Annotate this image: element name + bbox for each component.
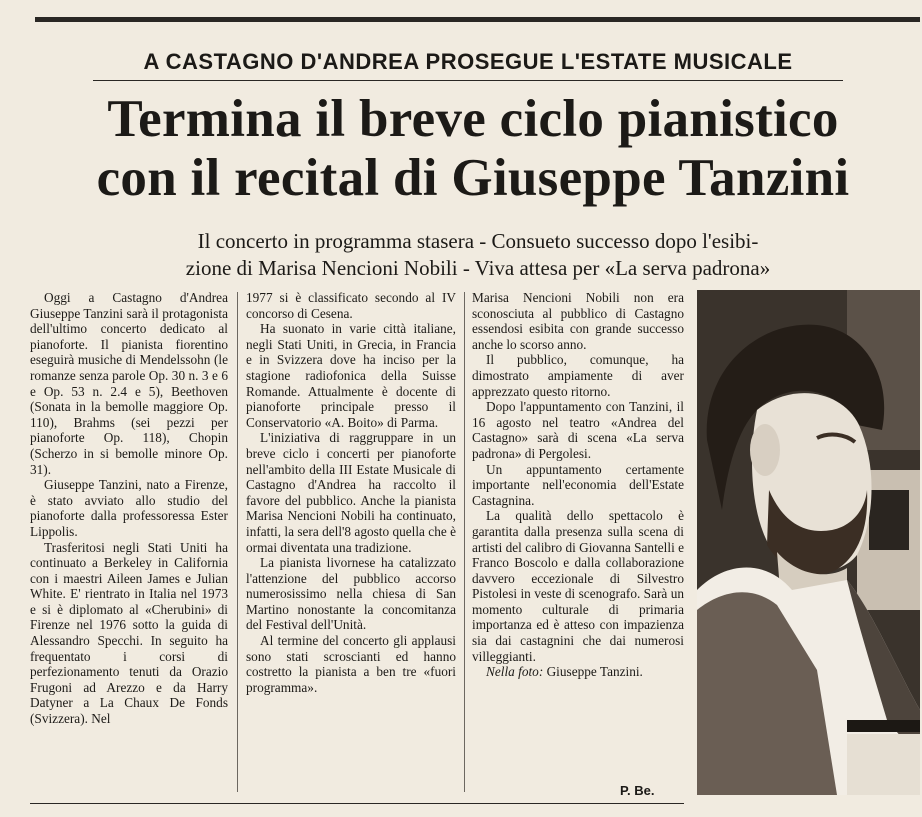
paragraph: Marisa Nencioni Nobili non era sconosciuta al pubblico di Castagno essendosi esibita con grande successo anche lo scorso anno. [472, 290, 684, 352]
paragraph: L'iniziativa di raggruppare in un breve ciclo i concerti per pianoforte nell'ambito della III Estate Musicale di Castagno d'Andrea ha raccolto il favore del pubblico. Anche la pianista Marisa Nencioni Nobili ha continuato, infatti, la sera dell'8 agosto quella che è ormai diventata una tradizione. [246, 430, 456, 555]
paragraph: Un appuntamento certamente importante nell'economia dell'Estate Castagnina. [472, 461, 684, 508]
paragraph: Il pubblico, comunque, ha dimostrato ampiamente di aver apprezzato questo ritorno. [472, 352, 684, 399]
bottom-rule [30, 803, 684, 804]
paragraph: Dopo l'appuntamento con Tanzini, il 16 agosto nel teatro «Andrea del Castagno» sarà di scena «La serva padrona» di Pergolesi. [472, 399, 684, 461]
caption-label: Nella foto: [486, 664, 544, 680]
article-column-3 [472, 290, 684, 795]
top-rule [35, 17, 920, 22]
column-rule [237, 292, 238, 792]
subhead-line-2: zione di Marisa Nencioni Nobili - Viva attesa per «La serva padrona» [185, 256, 771, 280]
paragraph: Oggi a Castagno d'Andrea Giuseppe Tanzini sarà il protagonista dell'ultimo concerto dedicato al pianoforte. Il pianista fiorentino eseguirà musiche di Mendelssohn (le romanze senza parole Op. 30 n. 3 e 6 e Op. 53 n. 2.4 e 5), Beethoven (Sonata in la bemolle maggiore Op. 110), Brahms (sei pezzi per pianoforte Op. 118), Chopin (Scherzo in si bemolle minore Op. 31). [30, 290, 228, 477]
paragraph: La qualità dello spettacolo è garantita dalla presenza sulla scena di artisti del calibro di Giovanna Santelli e Franco Boscolo e dalla collaborazione davvero eccezionale di Silvestro Pistolesi in veste di scenografo. Sarà un momento culturale di primaria importanza ed è atteso con impazienza sia dai castagnini che dai numerosi villeggianti. [472, 508, 684, 664]
paragraph: Al termine del concerto gli applausi sono stati scroscianti ed hanno costretto la pianista a ben tre «fuori programma». [246, 633, 456, 695]
headline [28, 90, 918, 208]
portrait-image [697, 290, 920, 795]
pianist-photo [697, 290, 920, 795]
author-signature: P. Be. [620, 783, 655, 798]
article-column-2 [246, 290, 456, 795]
headline-line-1: Termina il breve ciclo pianistico [107, 90, 839, 148]
headline-line-2: con il recital di Giuseppe Tanzini [96, 149, 850, 207]
article-column-1 [30, 290, 228, 795]
kicker-rule [93, 80, 843, 81]
paragraph: Giuseppe Tanzini, nato a Firenze, è stato avviato allo studio del pianoforte dalla professoressa Ester Lippolis. [30, 477, 228, 539]
subhead-line-1: Il concerto in programma stasera - Consueto successo dopo l'esibi- [197, 229, 759, 253]
kicker: A CASTAGNO D'ANDREA PROSEGUE L'ESTATE MUSICALE [143, 49, 793, 74]
paragraph: 1977 si è classificato secondo al IV concorso di Cesena. [246, 290, 456, 321]
paragraph: Trasferitosi negli Stati Uniti ha continuato a Berkeley in California con i maestri Aileen James e Julian White. E' rientrato in Italia nel 1973 e si è diplomato al «Cherubini» di Firenze nel 1976 sotto la guida di Alessandro Specchi. In seguito ha frequentato i corsi di perfezionamento tenuti da Orazio Frugoni ad Arezzo e da Harry Datyner a La Chaux De Fonds (Svizzera). Nel [30, 539, 228, 727]
photo-caption [472, 664, 684, 680]
paragraph: La pianista livornese ha catalizzato l'attenzione del pubblico accorso numerosissimo nella chiesa di San Martino nonostante la concomitanza del Festival dell'Unità. [246, 555, 456, 633]
paragraph: Ha suonato in varie città italiane, negli Stati Uniti, in Grecia, in Francia e in Svizzera dove ha inciso per la stagione radiofonica della Suisse Romande. Attualmente è docente di pianoforte principale presso il Conservatorio «A. Boito» di Parma. [246, 321, 456, 430]
column-rule [464, 292, 465, 792]
caption-text: Giuseppe Tanzini. [543, 664, 643, 680]
subheadline [58, 228, 898, 282]
